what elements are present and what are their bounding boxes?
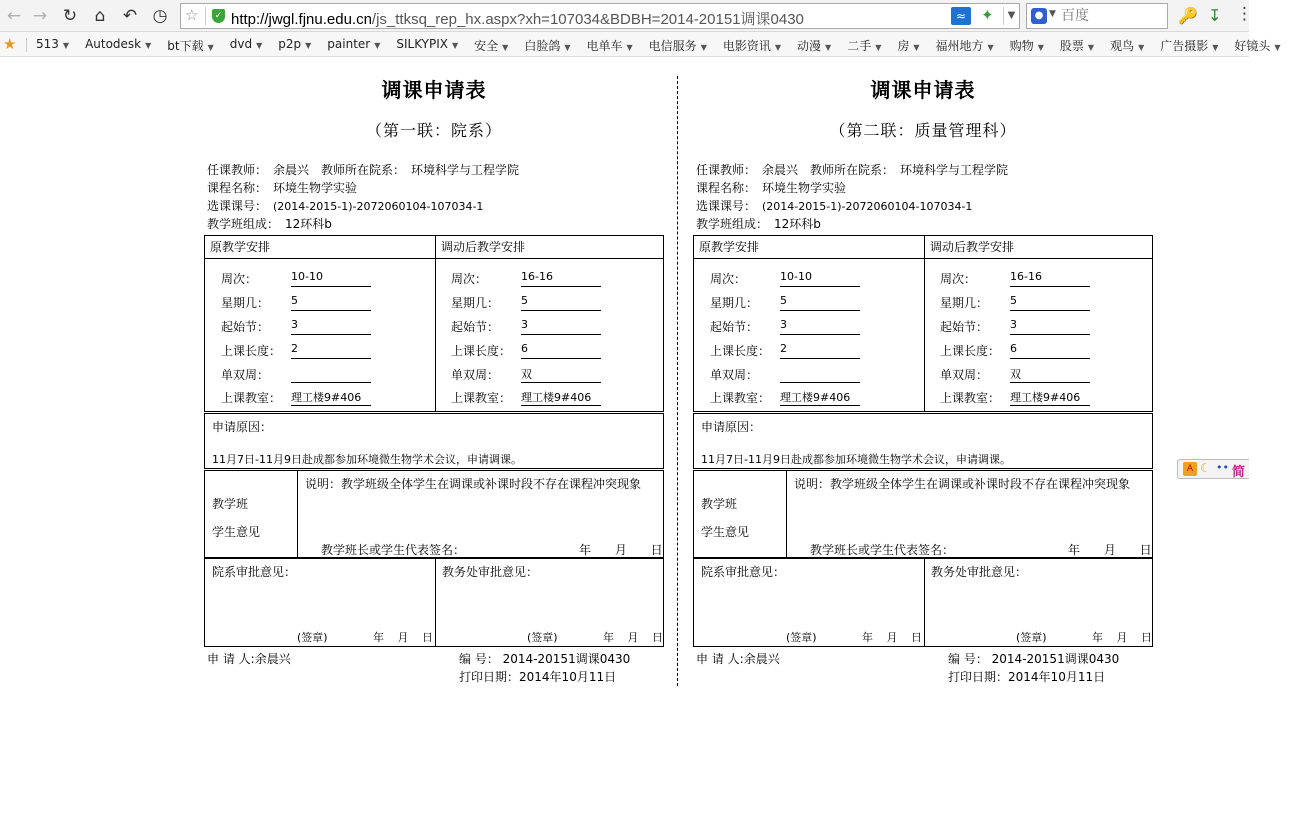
speed-mode-icon[interactable]: ≈	[951, 7, 971, 25]
student-opinion-box	[693, 470, 1153, 558]
new-schedule-header: 调动后教学安排	[930, 240, 1015, 254]
date-placeholder: 年 月 日	[603, 631, 663, 644]
dept-label: 教师所在院系：	[810, 163, 895, 177]
date-placeholder: 年 月 日	[1092, 631, 1152, 644]
download-icon[interactable]: ↧	[1208, 6, 1222, 25]
bookmark-folder[interactable]	[1234, 37, 1280, 54]
bookmark-folder[interactable]	[1060, 37, 1094, 54]
field-value: 理工楼9#406	[780, 389, 860, 406]
field-label: 起始节：	[710, 320, 759, 334]
bookmark-folder[interactable]	[278, 37, 311, 54]
reason-label: 申请原因：	[212, 420, 273, 434]
chevron-down-icon: ▼	[626, 43, 633, 52]
reason-text: 11月7日-11月9日赴成都参加环境微生物学术会议，申请调课。	[701, 453, 1011, 466]
reload-icon[interactable]: ↻	[62, 6, 78, 26]
back-icon[interactable]: ←	[6, 6, 22, 26]
bookmark-folder[interactable]	[936, 37, 994, 54]
ime-toolbar[interactable]	[1177, 459, 1249, 479]
applicant-line	[207, 650, 291, 667]
class-value: 12环科b	[285, 217, 332, 231]
reason-box	[693, 413, 1153, 469]
date-placeholder: 年 月 日	[579, 543, 663, 557]
field-label: 周次：	[451, 272, 488, 286]
bookmark-star-icon[interactable]: ☆	[185, 6, 199, 24]
field-label: 上课教室：	[710, 391, 771, 405]
chevron-down-icon: ▼	[207, 43, 214, 52]
form-subtitle: （第一联：院系）	[365, 121, 502, 140]
field-value: 双	[1010, 366, 1090, 383]
field-value: 5	[1010, 294, 1090, 311]
teacher-label: 任课教师：	[696, 163, 757, 177]
bookmark-label: 购物	[1009, 39, 1034, 53]
field-label: 上课教室：	[940, 391, 1001, 405]
chevron-down-icon: ▼	[374, 41, 381, 50]
security-shield-icon[interactable]: ✓	[212, 9, 225, 23]
field-value: 5	[291, 294, 371, 311]
applicant-line	[696, 650, 780, 667]
field-label: 周次：	[710, 272, 747, 286]
url-path: /js_ttksq_rep_hx.aspx?xh=107034&BDBH=2014-20151调课0430	[371, 11, 804, 28]
bookmark-label: Autodesk	[85, 37, 142, 51]
print-date-value: 2014年10月11日	[519, 670, 617, 684]
signature-label: 教学班长或学生代表签名：	[321, 543, 466, 557]
approval-box	[693, 558, 1153, 647]
address-separator	[205, 7, 206, 25]
field-label: 起始节：	[940, 320, 989, 334]
bookmark-folder[interactable]	[1110, 37, 1144, 54]
bookmark-folder[interactable]	[723, 37, 781, 54]
schedule-table	[204, 235, 664, 412]
bookmark-folder[interactable]	[474, 37, 508, 54]
class-value: 12环科b	[774, 217, 821, 231]
chevron-down-icon: ▼	[913, 43, 920, 52]
home-icon[interactable]: ⌂	[94, 6, 106, 26]
bookmark-label: 广告摄影	[1160, 39, 1209, 53]
url-host: http://jwgl.fjnu.edu.cn	[231, 11, 372, 28]
course-code-label: 选课课号：	[207, 199, 268, 213]
seal-label: (签章)	[527, 631, 558, 644]
ime-simplified-toggle[interactable]: 简	[1232, 465, 1246, 480]
opinion-label-line2: 学生意见	[212, 525, 261, 539]
bookmark-label: dvd	[229, 37, 253, 51]
course-line	[207, 179, 357, 196]
bookmark-label: p2p	[278, 37, 302, 51]
bookmarks-bar	[0, 32, 1281, 57]
course-code-line	[207, 197, 483, 214]
extension-icon[interactable]: ✦	[981, 6, 994, 24]
field-label: 周次：	[221, 272, 258, 286]
field-label: 星期几：	[940, 296, 989, 310]
seal-label: (签章)	[297, 631, 328, 644]
field-value	[780, 366, 860, 383]
date-placeholder: 年 月 日	[862, 631, 922, 644]
bookmark-folder[interactable]	[797, 37, 831, 54]
bookmark-label: SILKYPIX	[396, 37, 448, 51]
bookmark-label: 电单车	[586, 39, 623, 53]
date-placeholder: 年 月 日	[1068, 543, 1152, 557]
field-label: 上课长度：	[451, 344, 512, 358]
chevron-down-icon: ▼	[1274, 43, 1281, 52]
new-schedule-header: 调动后教学安排	[441, 240, 526, 254]
field-value: 16-16	[521, 270, 601, 287]
bookmark-folder[interactable]	[396, 37, 458, 54]
date-placeholder: 年 月 日	[373, 631, 433, 644]
bookmark-list	[36, 37, 1297, 54]
ime-logo-icon[interactable]: A	[1183, 462, 1197, 476]
chevron-down-icon: ▼	[1212, 43, 1219, 52]
bookmark-label: 513	[36, 37, 59, 51]
office-approval-label: 教务处审批意见：	[442, 565, 539, 579]
reason-text: 11月7日-11月9日赴成都参加环境微生物学术会议，申请调课。	[212, 453, 522, 466]
field-value: 2	[780, 342, 860, 359]
favorites-star-icon[interactable]: ★	[3, 35, 17, 53]
form-subtitle: （第二联：质量管理科）	[829, 121, 1017, 140]
field-value: 5	[780, 294, 860, 311]
chevron-down-icon: ▼	[452, 41, 459, 50]
course-code-value: (2014-2015-1)-2072060104-107034-1	[273, 200, 484, 213]
teacher-line	[207, 161, 519, 178]
field-value: 2	[291, 342, 371, 359]
field-value	[291, 366, 371, 383]
field-value: 理工楼9#406	[521, 389, 601, 406]
teacher-line	[696, 161, 1008, 178]
number-label: 编 号：	[948, 652, 988, 666]
bookmark-label: 股票	[1059, 39, 1084, 53]
class-label: 教学班组成：	[207, 217, 280, 231]
field-value: 16-16	[1010, 270, 1090, 287]
bookmark-label: 房	[897, 39, 910, 53]
teacher-value: 余晨兴	[273, 163, 310, 177]
url-text[interactable]	[231, 8, 804, 29]
course-line	[696, 179, 846, 196]
navigation-toolbar	[0, 0, 1253, 32]
number-line	[948, 650, 1119, 667]
chevron-down-icon: ▼	[502, 43, 509, 52]
bookmarks-separator	[26, 38, 27, 52]
table-divider	[205, 258, 663, 259]
chevron-down-icon: ▼	[62, 41, 70, 50]
table-divider	[924, 559, 925, 646]
field-value: 双	[521, 366, 601, 383]
field-label: 单双周：	[940, 368, 989, 382]
opinion-note: 说明：教学班级全体学生在调课或补课时段不存在课程冲突现象	[305, 477, 642, 491]
reason-label: 申请原因：	[701, 420, 762, 434]
bookmark-label: bt下载	[167, 39, 204, 53]
print-date-line	[948, 668, 1105, 685]
field-value: 理工楼9#406	[291, 389, 371, 406]
address-dropdown-icon[interactable]: ▼	[1003, 7, 1019, 25]
course-code-line	[696, 197, 972, 214]
course-code-value: (2014-2015-1)-2072060104-107034-1	[762, 200, 973, 213]
field-value: 5	[521, 294, 601, 311]
bookmark-label: 电影资讯	[722, 39, 771, 53]
bookmark-folder[interactable]	[1010, 37, 1044, 54]
ime-moon-icon[interactable]: ☾	[1200, 461, 1211, 475]
undo-close-tab-icon[interactable]: ↶	[122, 6, 138, 26]
key-icon[interactable]: 🔑	[1178, 6, 1198, 25]
bookmark-label: 安全	[474, 39, 499, 53]
field-label: 上课教室：	[451, 391, 512, 405]
bookmark-folder[interactable]	[524, 37, 570, 54]
address-bar[interactable]	[180, 3, 1020, 29]
field-label: 上课长度：	[940, 344, 1001, 358]
bookmark-label: 好镜头	[1234, 39, 1271, 53]
number-label: 编 号：	[459, 652, 499, 666]
bookmark-folder[interactable]	[649, 37, 707, 54]
original-schedule-header: 原教学安排	[699, 240, 760, 254]
field-value: 6	[1010, 342, 1090, 359]
table-divider	[435, 236, 436, 411]
number-line	[459, 650, 630, 667]
chevron-down-icon: ▼	[305, 41, 312, 50]
field-value: 3	[780, 318, 860, 335]
field-value: 理工楼9#406	[1010, 389, 1090, 406]
baidu-paw-icon[interactable]: ●	[1031, 8, 1047, 24]
applicant-label: 申 请 人:	[207, 652, 255, 666]
class-line	[696, 215, 821, 232]
applicant-value: 余晨兴	[254, 652, 291, 666]
chevron-down-icon: ▼	[987, 43, 994, 52]
field-value: 6	[521, 342, 601, 359]
field-label: 上课长度：	[710, 344, 771, 358]
applicant-label: 申 请 人:	[696, 652, 744, 666]
approval-box	[204, 558, 664, 647]
chevron-down-icon: ▼	[1087, 43, 1095, 52]
dept-value: 环境科学与工程学院	[900, 163, 1009, 177]
seal-label: (签章)	[786, 631, 817, 644]
field-value: 3	[521, 318, 601, 335]
form-title: 调课申请表	[381, 78, 487, 102]
chevron-down-icon: ▼	[774, 43, 782, 52]
bookmark-folder[interactable]	[587, 37, 633, 54]
field-label: 星期几：	[451, 296, 500, 310]
teacher-value: 余晨兴	[762, 163, 799, 177]
field-value: 3	[291, 318, 371, 335]
teacher-label: 任课教师：	[207, 163, 268, 177]
bookmark-folder[interactable]	[167, 37, 213, 54]
class-label: 教学班组成：	[696, 217, 769, 231]
opinion-label-line1: 教学班	[701, 497, 738, 511]
table-divider	[435, 559, 436, 646]
seal-label: (签章)	[1016, 631, 1047, 644]
bookmark-label: 二手	[847, 39, 872, 53]
chevron-down-icon: ▼	[825, 43, 832, 52]
bookmark-label: 白脸鸽	[524, 39, 561, 53]
opinion-label-line1: 教学班	[212, 497, 249, 511]
bookmark-label: painter	[327, 37, 371, 51]
field-label: 上课教室：	[221, 391, 282, 405]
field-value: 10-10	[780, 270, 860, 287]
field-label: 星期几：	[221, 296, 270, 310]
print-date-label: 打印日期：	[459, 670, 520, 684]
field-label: 单双周：	[451, 368, 500, 382]
cut-line	[677, 76, 678, 686]
number-value: 2014-20151调课0430	[991, 652, 1120, 666]
dept-approval-label: 院系审批意见：	[212, 565, 297, 579]
field-label: 星期几：	[710, 296, 759, 310]
table-divider	[786, 471, 787, 557]
search-engine-dropdown-icon[interactable]: ▼	[1049, 9, 1056, 19]
chevron-down-icon: ▼	[875, 43, 882, 52]
schedule-table	[693, 235, 1153, 412]
bookmark-folder[interactable]	[897, 37, 919, 54]
dept-value: 环境科学与工程学院	[411, 163, 520, 177]
chevron-down-icon: ▼	[700, 43, 707, 52]
table-divider	[924, 236, 925, 411]
ime-punctuation-icon[interactable]: ••	[1216, 461, 1229, 474]
course-code-label: 选课课号：	[696, 199, 757, 213]
bookmark-folder[interactable]	[847, 37, 881, 54]
history-icon[interactable]: ◷	[152, 6, 168, 26]
forward-icon[interactable]: →	[32, 6, 48, 26]
field-label: 上课长度：	[221, 344, 282, 358]
field-label: 起始节：	[451, 320, 500, 334]
chevron-down-icon: ▼	[564, 43, 571, 52]
reason-box	[204, 413, 664, 469]
field-label: 单双周：	[221, 368, 270, 382]
field-value: 10-10	[291, 270, 371, 287]
bookmark-folder[interactable]	[1160, 37, 1218, 54]
office-approval-label: 教务处审批意见：	[931, 565, 1028, 579]
print-date-value: 2014年10月11日	[1008, 670, 1106, 684]
number-value: 2014-20151调课0430	[502, 652, 631, 666]
chevron-down-icon: ▼	[256, 41, 263, 50]
applicant-value: 余晨兴	[743, 652, 780, 666]
bookmark-folder[interactable]	[85, 37, 151, 54]
class-line	[207, 215, 332, 232]
search-box[interactable]	[1026, 3, 1168, 29]
bookmark-label: 动漫	[797, 39, 822, 53]
bookmark-label: 福州地方	[935, 39, 984, 53]
field-label: 单双周：	[710, 368, 759, 382]
dept-approval-label: 院系审批意见：	[701, 565, 786, 579]
table-divider	[694, 258, 1152, 259]
opinion-note: 说明：教学班级全体学生在调课或补课时段不存在课程冲突现象	[794, 477, 1131, 491]
signature-label: 教学班长或学生代表签名：	[810, 543, 955, 557]
table-divider	[297, 471, 298, 557]
student-opinion-box	[204, 470, 664, 558]
field-label: 起始节：	[221, 320, 270, 334]
form-title: 调课申请表	[870, 78, 976, 102]
bookmark-label: 观鸟	[1110, 39, 1135, 53]
dept-label: 教师所在院系：	[321, 163, 406, 177]
course-value: 环境生物学实验	[762, 181, 847, 195]
chevron-down-icon: ▼	[1138, 43, 1145, 52]
print-date-line	[459, 668, 616, 685]
chevron-down-icon: ▼	[1037, 43, 1044, 52]
search-input[interactable]	[1061, 7, 1161, 25]
bookmark-label: 电信服务	[648, 39, 697, 53]
field-value: 3	[1010, 318, 1090, 335]
bookmark-folder[interactable]	[327, 37, 380, 54]
print-date-label: 打印日期：	[948, 670, 1009, 684]
bookmark-folder[interactable]	[230, 37, 263, 54]
bookmark-folder[interactable]	[36, 37, 69, 54]
course-label: 课程名称：	[696, 181, 757, 195]
course-value: 环境生物学实验	[273, 181, 358, 195]
chevron-down-icon: ▼	[145, 41, 152, 50]
field-label: 周次：	[940, 272, 977, 286]
course-label: 课程名称：	[207, 181, 268, 195]
opinion-label-line2: 学生意见	[701, 525, 750, 539]
menu-icon[interactable]: ⋮	[1236, 4, 1253, 24]
original-schedule-header: 原教学安排	[210, 240, 271, 254]
